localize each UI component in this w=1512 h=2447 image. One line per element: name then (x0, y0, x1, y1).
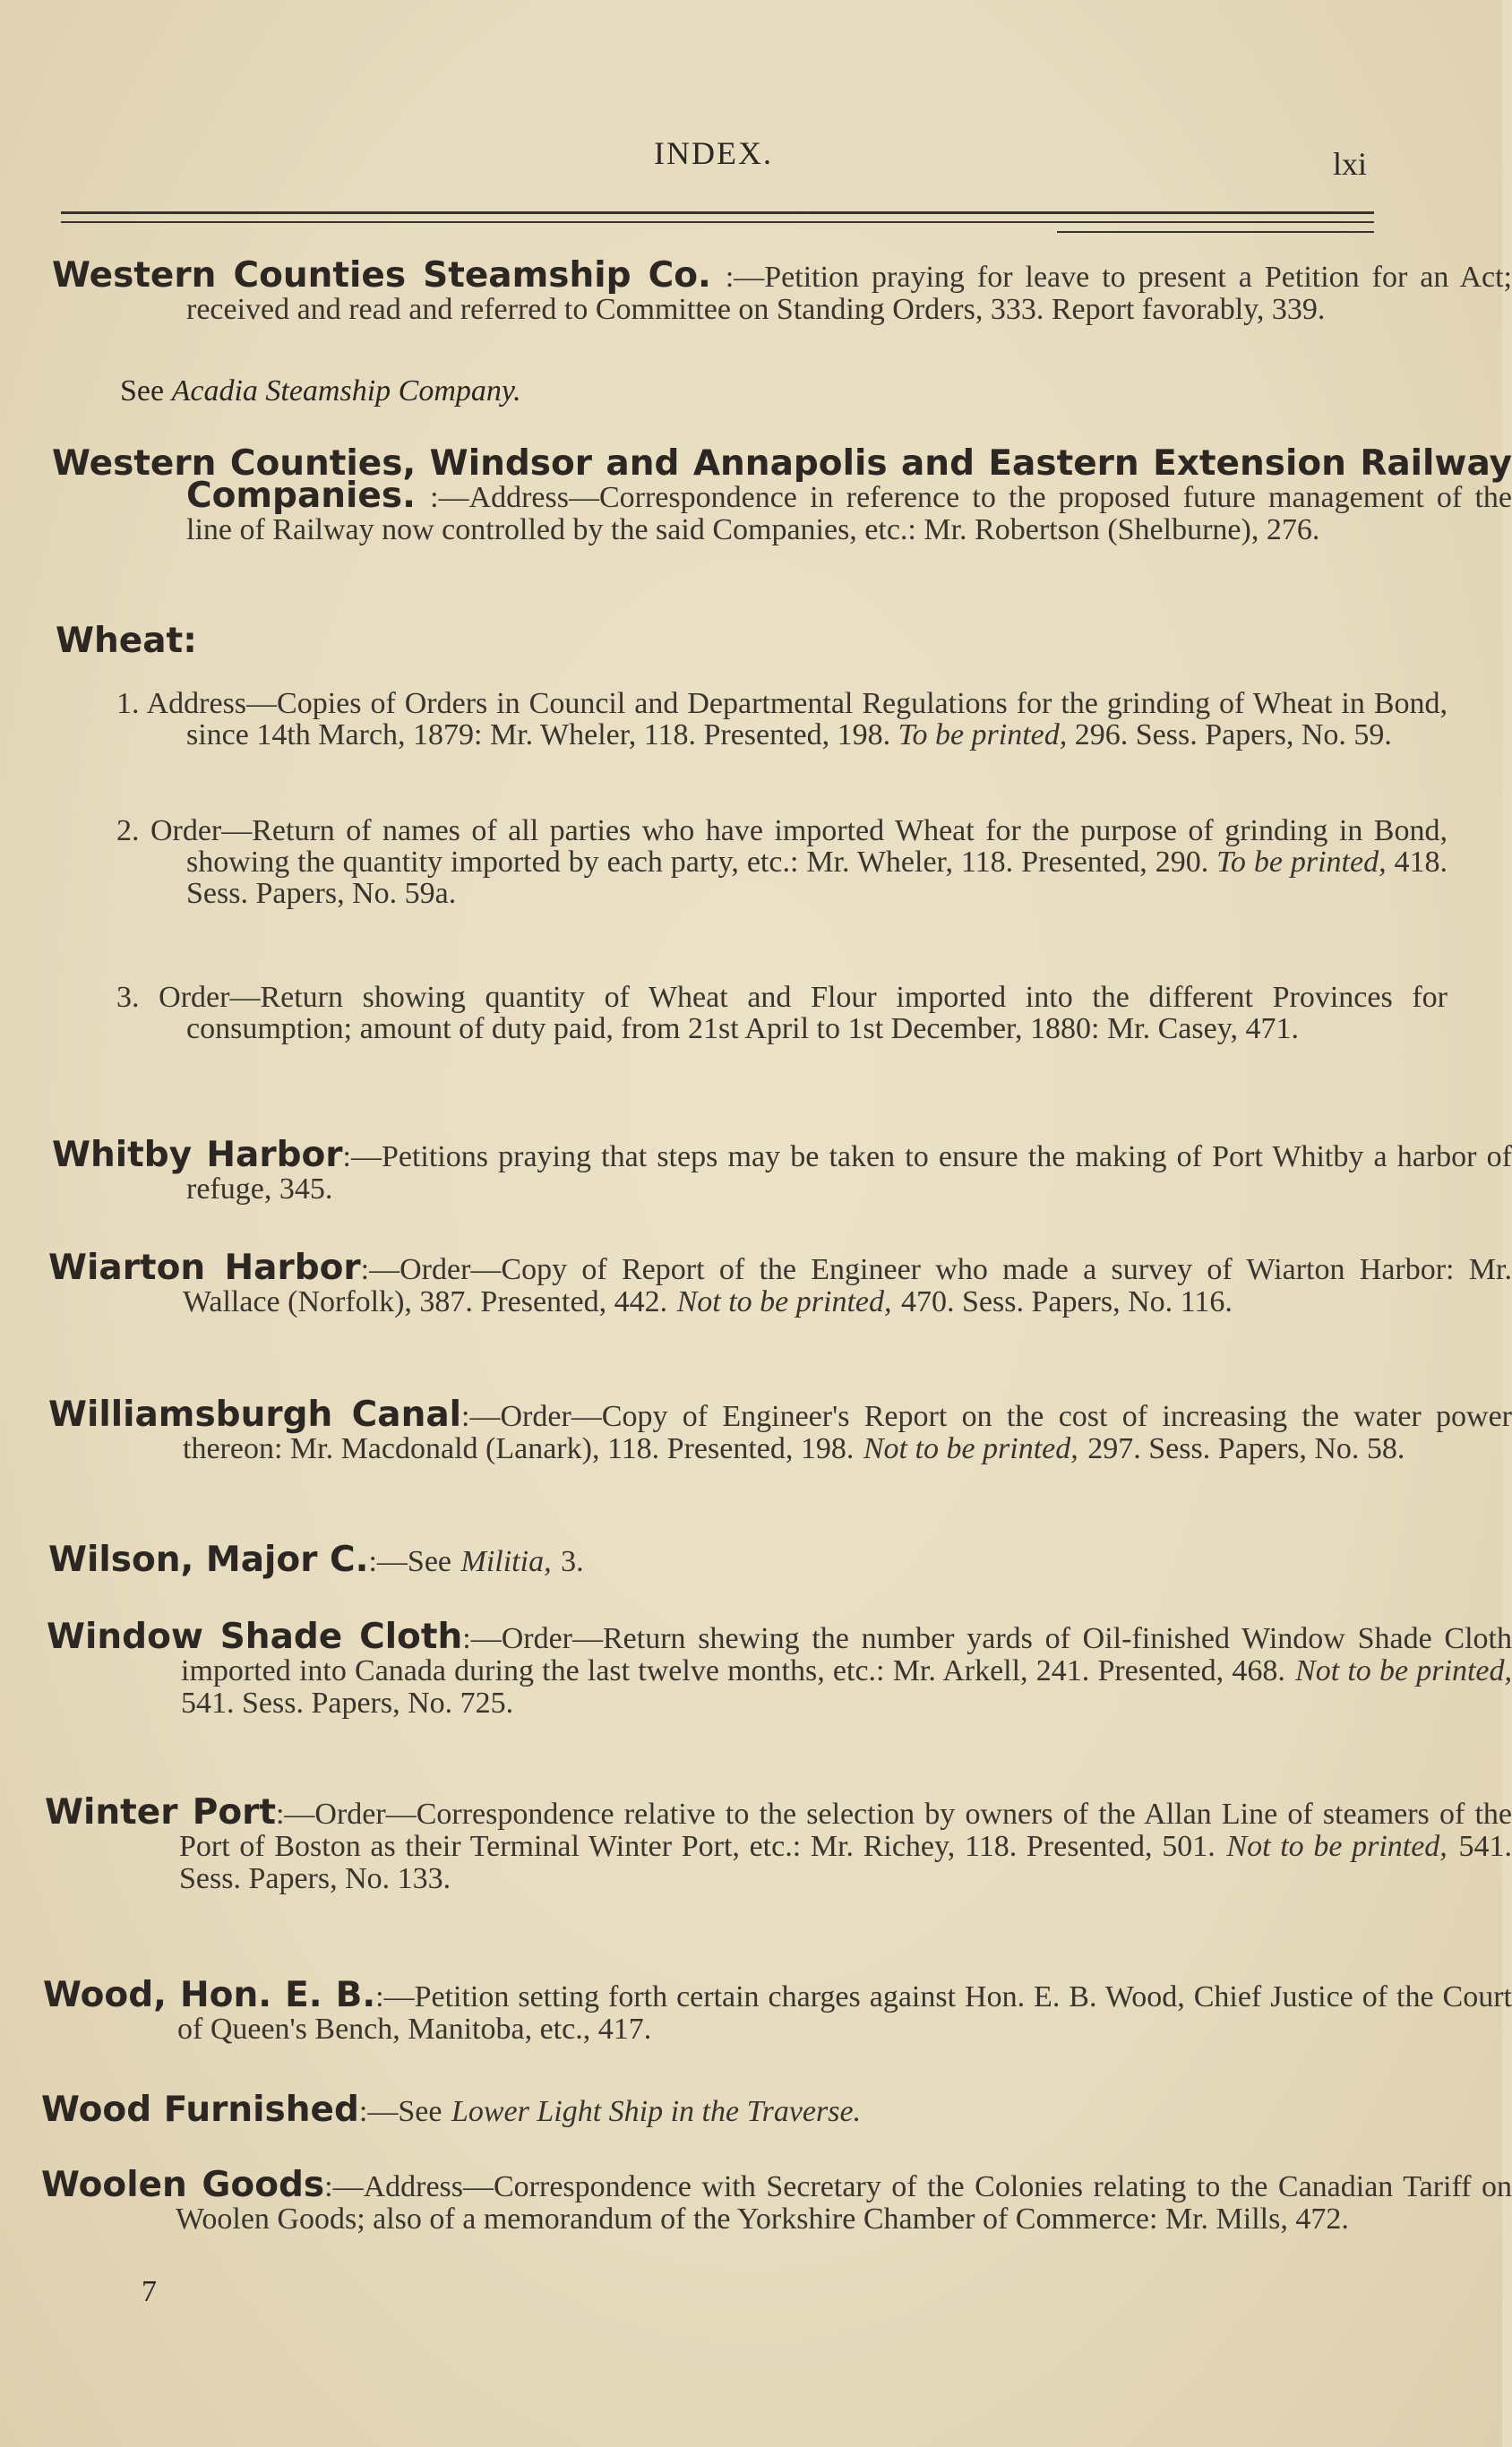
entry-western-steamship (52, 255, 1512, 326)
entry-heading: Wheat: (56, 621, 197, 661)
item-tail: 418. Sess. Papers, No. 59a. (186, 846, 1448, 910)
entry-italic: Lower Light Ship in the Traverse. (451, 2095, 862, 2128)
entry-heading: Wilson, Major C. (48, 1540, 369, 1580)
entry-tail: 541. Sess. Papers, No. 133. (179, 1830, 1512, 1895)
entry-heading: Woolen Goods (41, 2165, 325, 2205)
entry-text: :—Address—Correspondence with Secretary of the Colonies relating to the Canadian Tariff on Woolen Goods; also of a memorandum of the Yorkshire Chamber of Commerce: Mr. Mills, 472. (176, 2170, 1512, 2236)
header-rule-thin (61, 221, 1374, 223)
entry-heading: Window Shade Cloth (47, 1617, 463, 1657)
entry-wiarton-harbor (48, 1248, 1512, 1318)
entry-heading: Wiarton Harbor (48, 1248, 361, 1288)
wheat-item-3 (116, 982, 1448, 1044)
entry-heading: Western Counties Steamship Co. (52, 255, 711, 296)
entry-wood-hon (43, 1975, 1512, 2046)
entry-tail: 297. Sess. Papers, No. 58. (1087, 1432, 1405, 1465)
entry-text: :—Order—Copy of Report of the Engineer who made a survey of Wiarton Harbor: Mr. Wallace (Norfolk), 387. Presented, 442. (183, 1253, 1512, 1318)
see-also (120, 374, 521, 408)
entry-wood-furnished (41, 2090, 1367, 2130)
entry-heading: Wood, Hon. E. B. (43, 1975, 376, 2015)
entry-williamsburgh-canal (48, 1395, 1512, 1465)
item-number: 1. (116, 687, 140, 720)
entry-heading: Winter Port (45, 1792, 276, 1833)
item-italic: To be printed, (898, 718, 1068, 751)
entry-wheat (56, 621, 1381, 661)
entry-tail: 541. Sess. Papers, No. 725. (181, 1687, 514, 1720)
entry-text: :—Order—Correspondence relative to the selection by owners of the Allan Line of steamers of the Port of Boston as their Terminal Winter Port, etc.: Mr. Richey, 118. Presented, 501. (179, 1798, 1512, 1863)
running-title: INDEX. (654, 135, 773, 171)
entry-tail: 3. (561, 1545, 584, 1578)
page-header (0, 134, 1502, 188)
entry-heading: Wood Furnished (41, 2090, 359, 2130)
entry-italic: Not to be printed, (676, 1285, 892, 1318)
entry-italic: Not to be printed, (1226, 1830, 1448, 1863)
header-rule (61, 211, 1374, 214)
entry-text: :—Petitions praying that steps may be taken to ensure the making of Port Whitby a harbor of refuge, 345. (186, 1140, 1512, 1206)
item-number: 2. (116, 814, 140, 847)
entry-italic: Militia, (460, 1545, 552, 1578)
item-tail: 296. Sess. Papers, No. 59. (1074, 718, 1392, 751)
page-number: lxi (1333, 146, 1368, 182)
entry-text: :—See (368, 1545, 452, 1578)
see-prefix: See (120, 374, 165, 408)
entry-heading: Whitby Harbor (52, 1135, 343, 1175)
entry-italic: Not to be printed, (863, 1432, 1078, 1465)
item-text: Order—Return showing quantity of Wheat and Flour imported into the different Provinces for consumption; amount of duty paid, from 21st April to 1st December, 1880: Mr. Casey, 471. (159, 981, 1448, 1045)
item-text: Address—Copies of Orders in Council and Departmental Regulations for the grinding of Wheat in Bond, since 14th March, 1879: Mr. Wheler, 118. Presented, 198. (146, 687, 1448, 751)
entry-text: :—Petition praying for leave to present a Petition for an Act; received and read and referred to Committee on Standing Orders, 333. Report favorably, 339. (186, 261, 1512, 326)
entry-heading: Western Counties, Windsor and Annapolis and Eastern Extension Railway Companies. (52, 443, 1512, 516)
item-number: 3. (116, 981, 140, 1014)
entry-text: :—Order—Copy of Engineer's Report on the cost of increasing the water power thereon: Mr. Macdonald (Lanark), 118. Presented, 198. (183, 1400, 1512, 1465)
header-rule-short (1057, 231, 1374, 233)
entry-text: :—Address—Correspondence in reference to the proposed future management of the line of Railway now controlled by the said Companies, etc.: Mr. Robertson (Shelburne), 276. (186, 481, 1512, 546)
entry-text: :—Order—Return shewing the number yards of Oil-finished Window Shade Cloth imported into Canada during the last twelve months, etc.: Mr. Arkell, 241. Presented, 468. (181, 1622, 1512, 1687)
entry-western-railway (52, 443, 1512, 546)
entry-winter-port (45, 1792, 1512, 1895)
wheat-item-2 (116, 815, 1448, 909)
item-text: Order—Return of names of all parties who have imported Wheat for the purpose of grinding in Bond, showing the quantity imported by each party, etc.: Mr. Wheler, 118. Presented, 290. (150, 814, 1448, 879)
entry-tail: 470. Sess. Papers, No. 116. (901, 1285, 1233, 1318)
entry-heading: Williamsburgh Canal (48, 1395, 462, 1435)
entry-text: :—Petition setting forth certain charges against Hon. E. B. Wood, Chief Justice of the Court of Queen's Bench, Manitoba, etc., 417. (177, 1980, 1512, 2046)
signature-mark: 7 (142, 2275, 157, 2308)
entry-woolen-goods (41, 2165, 1512, 2236)
entry-italic: Not to be printed, (1295, 1654, 1512, 1687)
entry-window-shade-cloth (47, 1617, 1512, 1720)
entry-text: :—See (358, 2095, 442, 2128)
entry-wilson (48, 1540, 1374, 1580)
see-reference: Acadia Steamship Company. (171, 374, 521, 408)
entry-whitby-harbor (52, 1135, 1512, 1206)
wheat-item-1 (116, 688, 1448, 751)
item-italic: To be printed, (1216, 846, 1387, 879)
